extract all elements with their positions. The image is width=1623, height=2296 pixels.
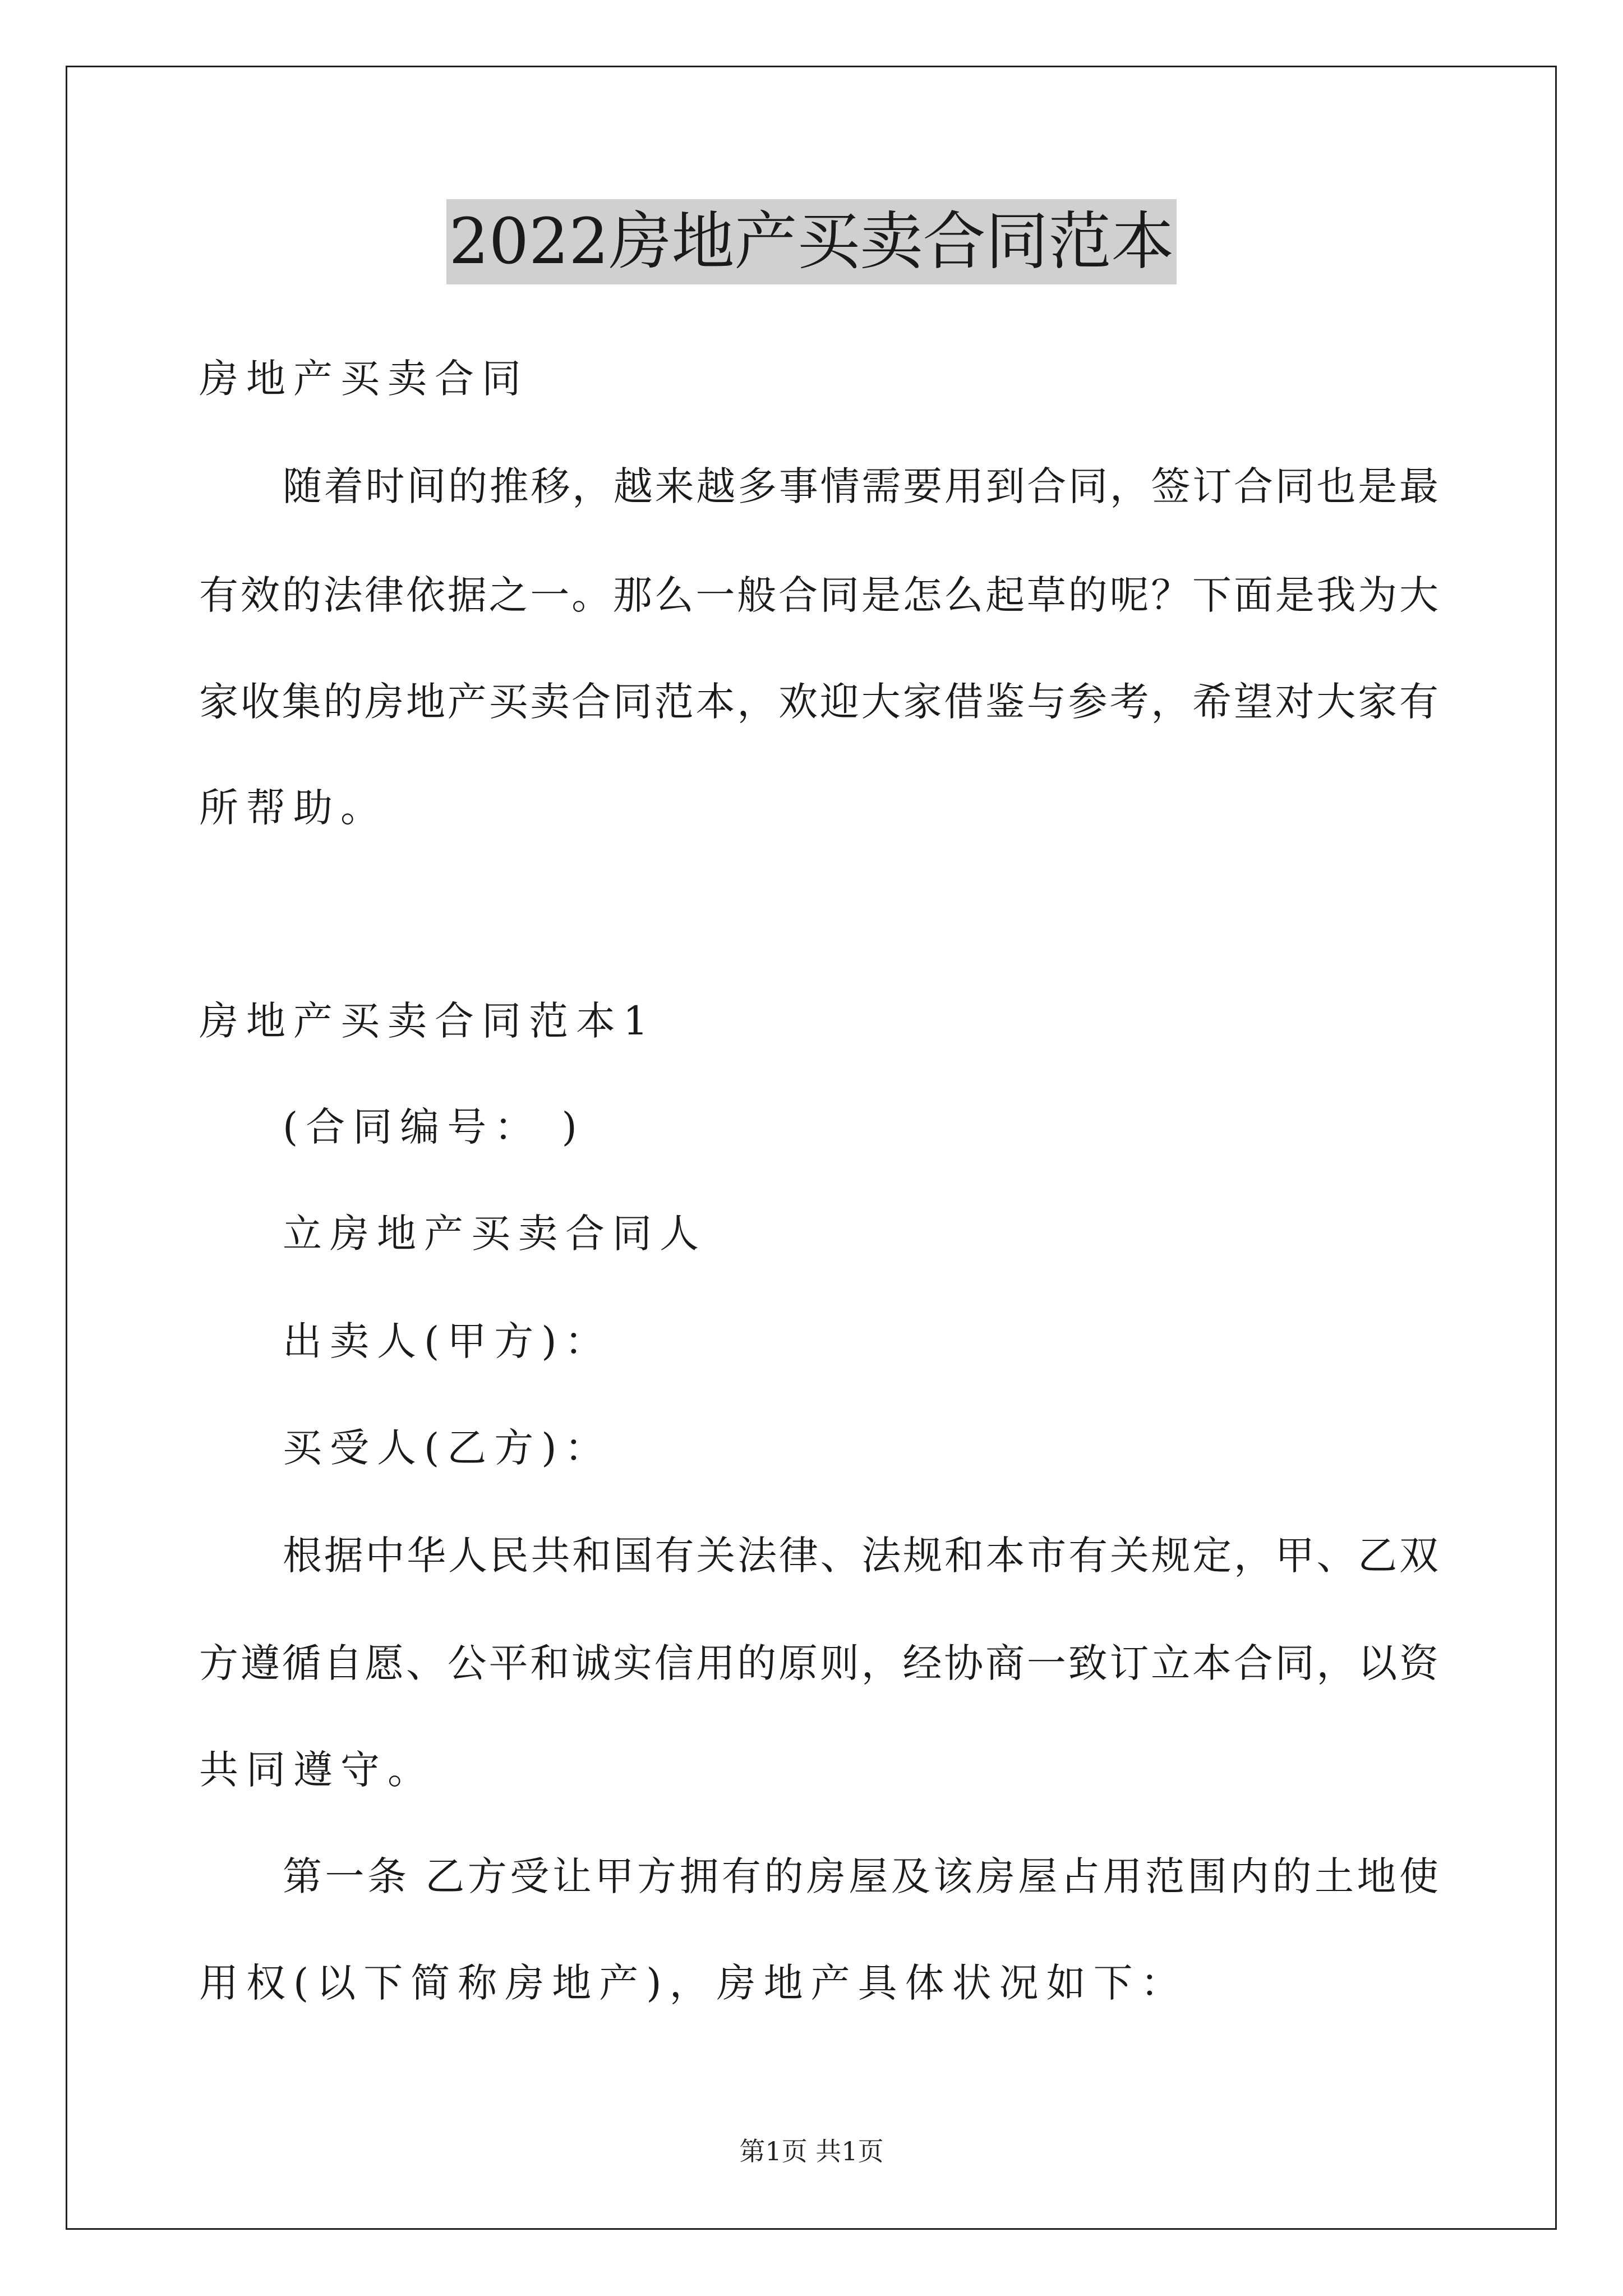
parties-heading: 立房地产买卖合同人 — [283, 1211, 707, 1257]
document-title: 2022房地产买卖合同范本 — [446, 199, 1176, 284]
intro-line-3: 家收集的房地产买卖合同范本，欢迎大家借鉴与参考，希望对大家有 — [199, 679, 1438, 725]
article1-line-2: 用权(以下简称房地产)，房地产具体状况如下： — [199, 1960, 1188, 2006]
seller-label: 出卖人(甲方)： — [283, 1318, 612, 1364]
intro-line-1: 随着时间的推移，越来越多事情需要用到合同，签订合同也是最 — [283, 463, 1438, 509]
page-footer: 第1页 共1页 — [739, 2136, 884, 2166]
article1-line-1: 第一条 乙方受让甲方拥有的房屋及该房屋占用范围内的土地使 — [283, 1853, 1438, 1899]
title-container — [0, 199, 1623, 284]
document-heading: 房地产买卖合同 — [199, 356, 529, 402]
basis-line-3: 共同遵守。 — [199, 1747, 435, 1793]
contract-number: (合同编号： ) — [283, 1104, 585, 1150]
intro-line-4: 所帮助。 — [199, 785, 388, 831]
buyer-label: 买受人(乙方)： — [283, 1425, 612, 1471]
section-title: 房地产买卖合同范本1 — [199, 998, 656, 1044]
basis-line-1: 根据中华人民共和国有关法律、法规和本市有关规定，甲、乙双 — [283, 1533, 1438, 1579]
basis-line-2: 方遵循自愿、公平和诚实信用的原则，经协商一致订立本合同，以资 — [199, 1640, 1438, 1686]
intro-line-2: 有效的法律依据之一。那么一般合同是怎么起草的呢？下面是我为大 — [199, 572, 1438, 618]
